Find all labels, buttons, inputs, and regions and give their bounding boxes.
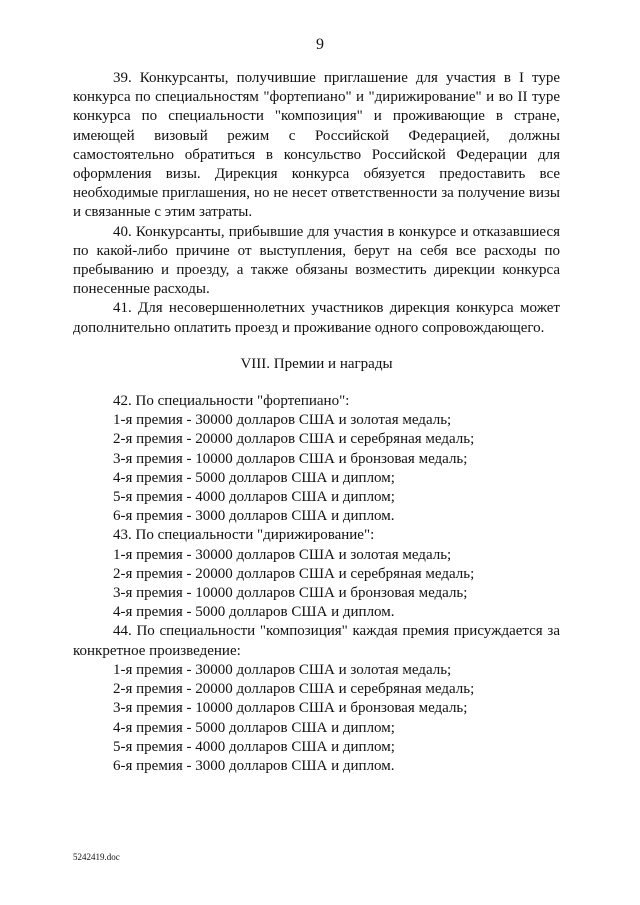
prize-item: 3-я премия - 10000 долларов США и бронзовая медаль; bbox=[113, 700, 468, 717]
conducting-prize-list bbox=[73, 546, 560, 623]
page-number: 9 bbox=[316, 36, 324, 53]
prize-item: 2-я премия - 20000 долларов США и серебряная медаль; bbox=[113, 681, 475, 698]
document-body bbox=[73, 69, 560, 776]
paragraph-39: 39. Конкурсанты, получившие приглашение для участия в I туре конкурса по специальностям "фортепиано" и "дирижирование" и во II туре конкурса по специальности "композиция" и проживающие в стране, имеющей визовый режим с Российской Федерацией, должны самостоятельно обратиться в консульство Российской Федерации для оформления визы. Дирекция конкурса обязуется предоставить все необходимые приглашения, но не несет ответственности за получение визы и связанные с этим затраты. bbox=[73, 70, 560, 221]
prize-item: 1-я премия - 30000 долларов США и золотая медаль; bbox=[113, 546, 452, 563]
prize-item: 5-я премия - 4000 долларов США и диплом; bbox=[113, 489, 395, 506]
prize-item: 4-я премия - 5000 долларов США и диплом. bbox=[113, 604, 395, 621]
prize-item: 3-я премия - 10000 долларов США и бронзовая медаль; bbox=[113, 585, 468, 602]
prize-item: 5-я премия - 4000 долларов США и диплом; bbox=[113, 738, 395, 755]
paragraph-40: 40. Конкурсанты, прибывшие для участия в конкурсе и отказавшиеся по какой-либо причине от выступления, берут на себя все расходы по пребыванию и проезду, а также обязаны возместить дирекции конкурса понесенные расходы. bbox=[73, 223, 560, 298]
paragraph-41: 41. Для несовершеннолетних участников дирекция конкурса может дополнительно оплатить проезд и проживание одного сопровождающего. bbox=[73, 300, 560, 336]
composition-prize-list bbox=[73, 661, 560, 776]
prize-item: 1-я премия - 30000 долларов США и золотая медаль; bbox=[113, 661, 452, 678]
prize-item: 2-я премия - 20000 долларов США и серебряная медаль; bbox=[113, 431, 475, 448]
piano-prize-list bbox=[73, 411, 560, 526]
prize-item: 4-я премия - 5000 долларов США и диплом; bbox=[113, 719, 395, 736]
prize-item: 6-я премия - 3000 долларов США и диплом. bbox=[113, 508, 395, 525]
conducting-intro: 43. По специальности "дирижирование": bbox=[113, 527, 375, 544]
prize-item: 2-я премия - 20000 долларов США и серебряная медаль; bbox=[113, 565, 475, 582]
prize-item: 1-я премия - 30000 долларов США и золотая медаль; bbox=[113, 412, 452, 429]
prize-item: 3-я премия - 10000 долларов США и бронзовая медаль; bbox=[113, 450, 468, 467]
piano-intro: 42. По специальности "фортепиано": bbox=[113, 393, 350, 410]
composition-intro: 44. По специальности "композиция" каждая премия присуждается за конкретное произведение: bbox=[73, 623, 560, 659]
prize-item: 6-я премия - 3000 долларов США и диплом. bbox=[113, 757, 395, 774]
file-name-footer: 5242419.doc bbox=[73, 852, 120, 862]
prize-item: 4-я премия - 5000 долларов США и диплом; bbox=[113, 469, 395, 486]
section-heading: VIII. Премии и награды bbox=[240, 355, 393, 372]
